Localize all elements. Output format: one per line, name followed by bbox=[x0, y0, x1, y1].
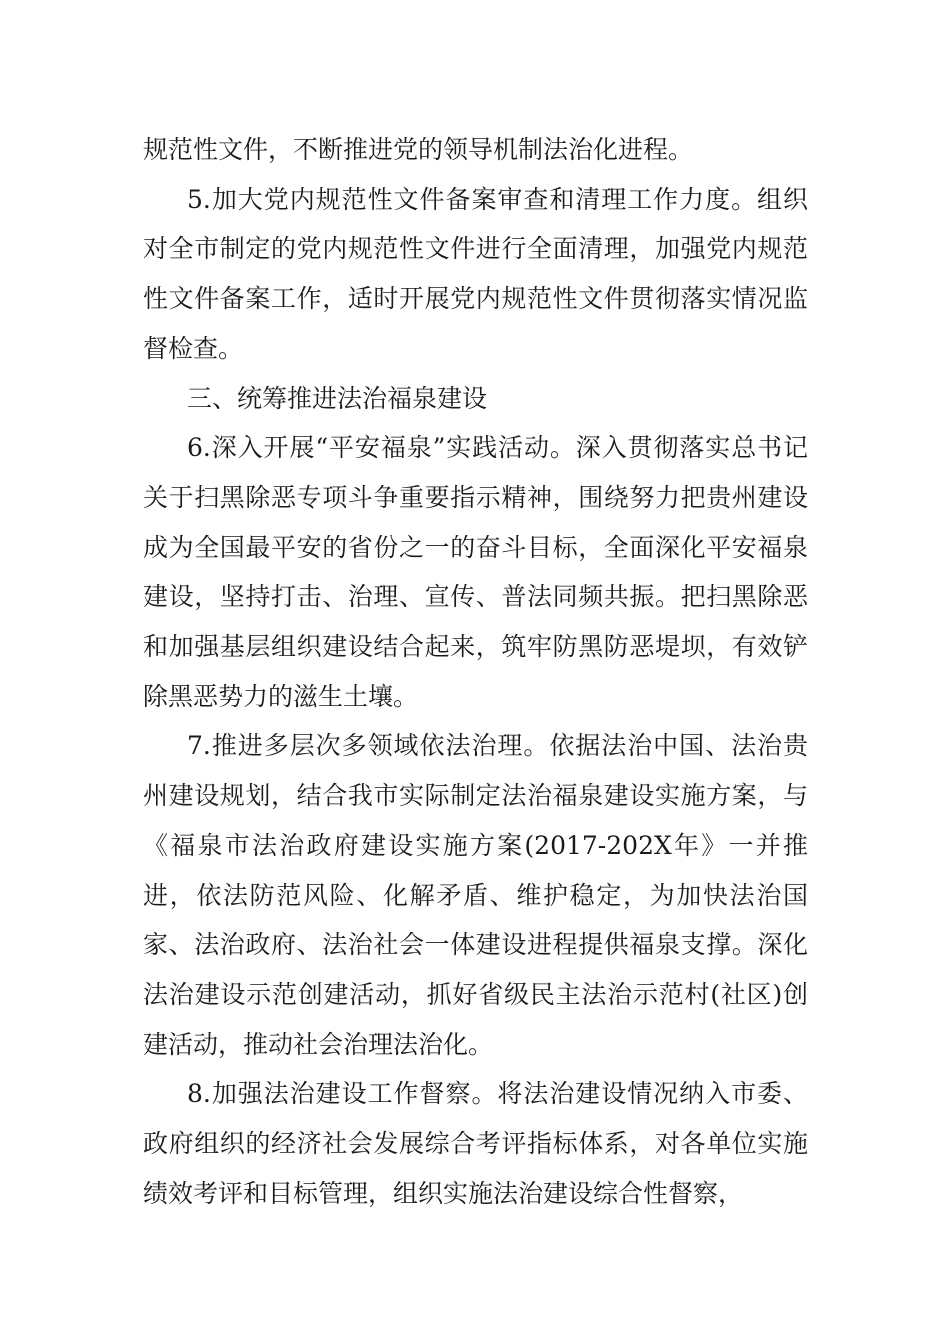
section-heading-3: 三、统筹推进法治福泉建设 bbox=[187, 383, 488, 413]
document-body bbox=[143, 125, 808, 1218]
paragraph-item-7: 7.推进多层次多领域依法治理。依据法治中国、法治贵州建设规划，结合我市实际制定法治福泉建设实施方案，与《福泉市法治政府建设实施方案(2017-202X年》一并推进，依法防范风险、化解矛盾、维护稳定，为加快法治国家、法治政府、法治社会一体建设进程提供福泉支撑。深化法治建设示范创建活动，抓好省级民主法治示范村(社区)创建活动，推动社会治理法治化。 bbox=[143, 731, 808, 1059]
paragraph-item-6: 6.深入开展“平安福泉”实践活动。深入贯彻落实总书记关于扫黑除恶专项斗争重要指示精神，围绕努力把贵州建设成为全国最平安的省份之一的奋斗目标，全面深化平安福泉建设，坚持打击、治理、宣传、普法同频共振。把扫黑除恶和加强基层组织建设结合起来，筑牢防黑防恶堤坝，有效铲除黑恶势力的滋生土壤。 bbox=[143, 433, 808, 711]
paragraph-item-5: 5.加大党内规范性文件备案审查和清理工作力度。组织对全市制定的党内规范性文件进行全面清理，加强党内规范性文件备案工作，适时开展党内规范性文件贯彻落实情况监督检查。 bbox=[143, 184, 808, 363]
paragraph-item-8: 8.加强法治建设工作督察。将法治建设情况纳入市委、政府组织的经济社会发展综合考评指标体系，对各单位实施绩效考评和目标管理，组织实施法治建设综合性督察， bbox=[143, 1079, 808, 1208]
paragraph-continuation: 规范性文件，不断推进党的领导机制法治化进程。 bbox=[143, 135, 694, 164]
